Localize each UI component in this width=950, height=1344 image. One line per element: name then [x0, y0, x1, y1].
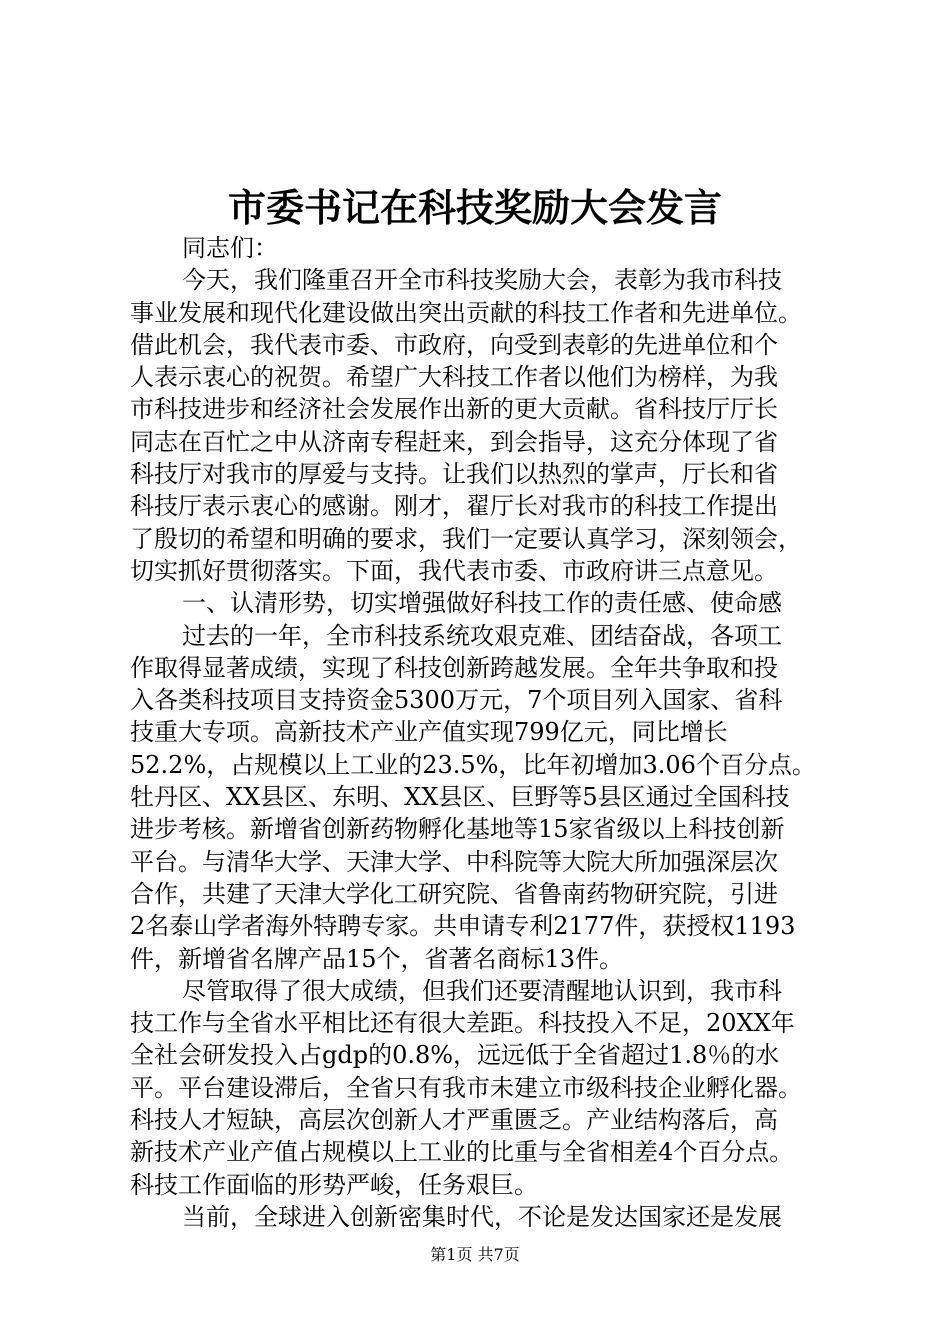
- body-line: 全社会研发投入占gdp的0.8%，远远低于全省超过1.8％的水: [130, 1041, 780, 1070]
- body-line: 今天，我们隆重召开全市科技奖励大会，表彰为我市科技: [182, 266, 782, 295]
- body-line: 尽管取得了很大成绩，但我们还要清醒地认识到，我市科: [182, 976, 782, 1005]
- body-line: 平台。与清华大学、天津大学、中科院等大院大所加强深层次: [130, 847, 778, 876]
- body-line: 同志在百忙之中从济南专程赶来，到会指导，这充分体现了省: [130, 427, 778, 456]
- body-line: 入各类科技项目支持资金5300万元，7个项目列入国家、省科: [130, 686, 783, 715]
- body-line: 切实抓好贯彻落实。下面，我代表市委、市政府讲三点意见。: [130, 556, 778, 585]
- body-line: 作取得显著成绩，实现了科技创新跨越发展。全年共争取和投: [130, 653, 778, 682]
- body-line: 52.2%，占规模以上工业的23.5%，比年初增加3.06个百分点。: [130, 750, 816, 779]
- body-line: 技重大专项。高新技术产业产值实现799亿元，同比增长: [130, 718, 728, 747]
- body-line: 当前，全球进入创新密集时代，不论是发达国家还是发展: [182, 1202, 782, 1231]
- body-line: 科技工作面临的形势严峻，任务艰巨。: [130, 1170, 538, 1199]
- body-line: 市科技进步和经济社会发展作出新的更大贡献。省科技厅厅长: [130, 395, 778, 424]
- body-line: 借此机会，我代表市委、市政府，向受到表彰的先进单位和个: [130, 330, 778, 359]
- body-line: 了殷切的希望和明确的要求，我们一定要认真学习，深刻领会，: [130, 524, 802, 553]
- body-line: 科技厅对我市的厚爱与支持。让我们以热烈的掌声，厅长和省: [130, 460, 778, 489]
- body-line: 科技人才短缺，高层次创新人才严重匮乏。产业结构落后，高: [130, 1106, 778, 1135]
- page-footer: 第1页 共7页: [430, 1245, 520, 1264]
- document-body: [130, 232, 840, 1233]
- body-line: 科技厅表示衷心的感谢。刚才，翟厅长对我市的科技工作提出: [130, 492, 778, 521]
- body-line: 牡丹区、XX县区、东明、XX县区、巨野等5县区通过全国科技: [130, 783, 790, 812]
- section-heading: 一、认清形势，切实增强做好科技工作的责任感、使命感: [182, 589, 782, 618]
- body-line: 事业发展和现代化建设做出突出贡献的科技工作者和先进单位。: [130, 298, 802, 327]
- page-title: 市委书记在科技奖励大会发言: [227, 185, 722, 230]
- body-line: 平。平台建设滞后，全省只有我市未建立市级科技企业孵化器。: [130, 1073, 802, 1102]
- body-line: 过去的一年，全市科技系统攻艰克难、团结奋战，各项工: [182, 621, 782, 650]
- body-line: 人表示衷心的祝贺。希望广大科技工作者以他们为榜样，为我: [130, 363, 778, 392]
- body-line: 合作，共建了天津大学化工研究院、省鲁南药物研究院，引进: [130, 879, 778, 908]
- body-line: 2名泰山学者海外特聘专家。共申请专利2177件，获授权1193: [130, 912, 796, 941]
- body-line: 新技术产业产值占规模以上工业的比重与全省相差4个百分点。: [130, 1138, 794, 1167]
- body-line: 件，新增省名牌产品15个，省著名商标13件。: [130, 944, 624, 973]
- salutation: 同志们：: [182, 234, 278, 262]
- body-line: 技工作与全省水平相比还有很大差距。科技投入不足，20XX年: [130, 1009, 795, 1038]
- body-line: 进步考核。新增省创新药物孵化基地等15家省级以上科技创新: [130, 815, 785, 844]
